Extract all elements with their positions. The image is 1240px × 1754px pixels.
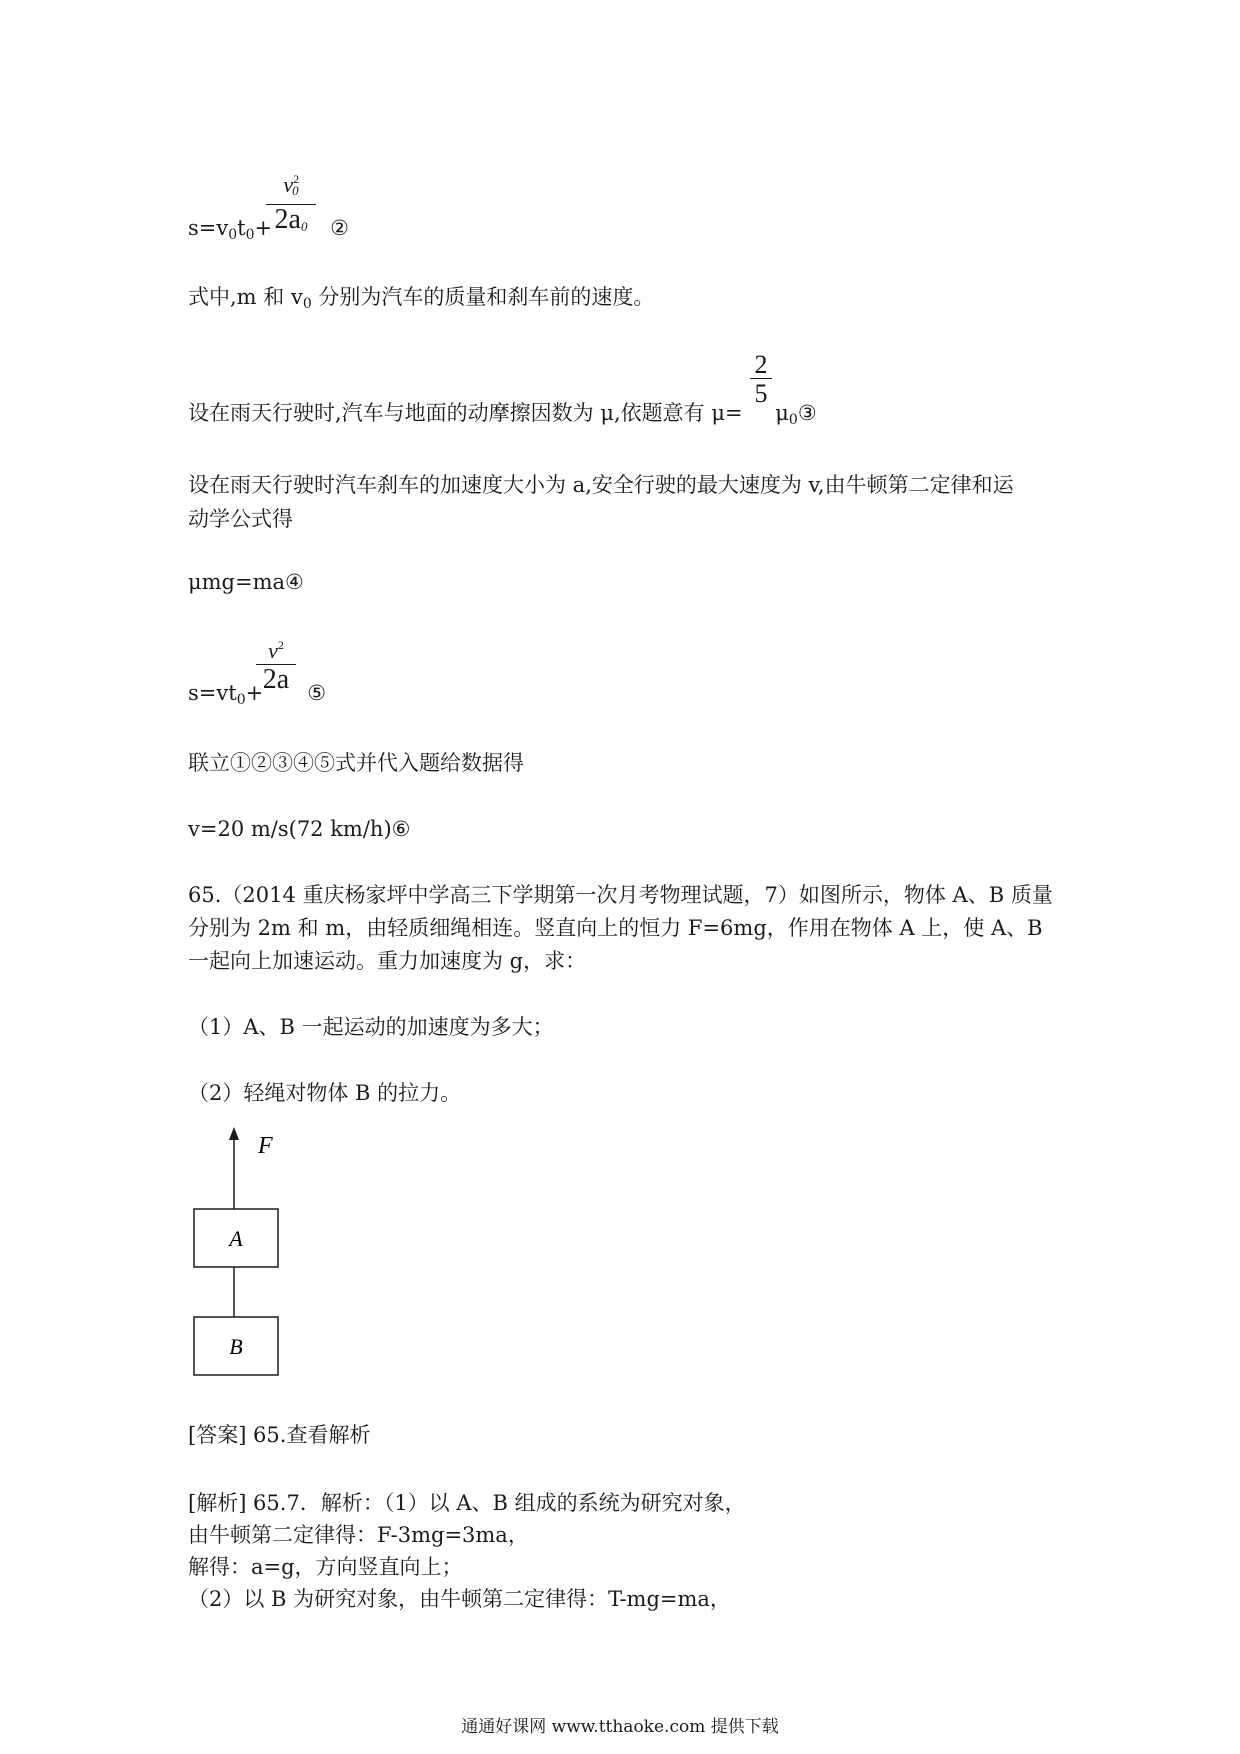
problem65-line-3: 一起向上加速运动。重力加速度为 g，求： — [188, 949, 587, 973]
eq5-den: 2a — [262, 664, 290, 695]
equation-4: μmg=ma④ — [188, 570, 304, 594]
analysis-line-3: 解得：a=g，方向竖直向上； — [188, 1555, 463, 1579]
eq4-tag: ④ — [285, 570, 304, 594]
eq3-den: 5 — [754, 379, 768, 408]
force-label: F — [258, 1133, 273, 1159]
eq2-den: 2a — [274, 204, 301, 235]
eq3-num: 2 — [754, 350, 768, 379]
problem65-line-2: 分别为 2m 和 m，由轻质细绳相连。竖直向上的恒力 F=6mg，作用在物体 A 上，使 A、B — [188, 916, 1043, 940]
question-2: （2）轻绳对物体 B 的拉力。 — [188, 1081, 462, 1105]
answer-line: [答案] 65.查看解析 — [188, 1423, 371, 1447]
rain-line-1: 设在雨天行驶时汽车刹车的加速度大小为 a,安全行驶的最大速度为 v,由牛顿第二定律和运 — [188, 473, 1014, 497]
page-footer: 通通好课网 www.tthaoke.com 提供下载 — [461, 1717, 779, 1737]
equation-2: s=v0t0+ ② — [188, 216, 349, 243]
force-diagram — [188, 1125, 298, 1385]
eq5-tag: ⑤ — [307, 681, 327, 705]
force-arrow-head — [229, 1127, 239, 1140]
result-tag: ⑥ — [391, 817, 411, 841]
analysis-line-1: [解析] 65.7．解析：（1）以 A、B 组成的系统为研究对象， — [188, 1491, 746, 1515]
eq2-tag: ② — [330, 216, 349, 240]
eq2-num: v — [283, 172, 294, 197]
eq5-fraction: $v^2$ 2a — [256, 632, 296, 695]
eq2-fraction: $v^2_0$ $2a_0$ — [266, 166, 316, 242]
analysis-line-2: 由牛顿第二定律得：F-3mg=3ma， — [188, 1523, 529, 1547]
rain-line-2: 动学公式得 — [188, 507, 293, 531]
eq5-num: v — [268, 638, 278, 663]
question-1: （1）A、B 一起运动的加速度为多大； — [188, 1015, 554, 1039]
box-b-label: B — [229, 1334, 243, 1359]
equation-3: 设在雨天行驶时,汽车与地面的动摩擦因数为 μ,依题意有 μ= μ0③ — [188, 401, 817, 428]
combine-line: 联立①②③④⑤式并代入题给数据得 — [188, 751, 524, 775]
where-line: 式中,m 和 v0 分别为汽车的质量和刹车前的速度。 — [188, 285, 655, 312]
result-line: v=20 m/s(72 km/h)⑥ — [188, 817, 411, 841]
eq3-tag: ③ — [797, 401, 817, 425]
equation-5: s=vt0+ ⑤ — [188, 681, 327, 708]
analysis-line-4: （2）以 B 为研究对象，由牛顿第二定律得：T-mg=ma， — [188, 1587, 731, 1611]
problem65-line-1: 65.（2014 重庆杨家坪中学高三下学期第一次月考物理试题，7）如图所示，物体 A、B 质量 — [188, 883, 1053, 907]
box-a-label: A — [229, 1226, 243, 1251]
